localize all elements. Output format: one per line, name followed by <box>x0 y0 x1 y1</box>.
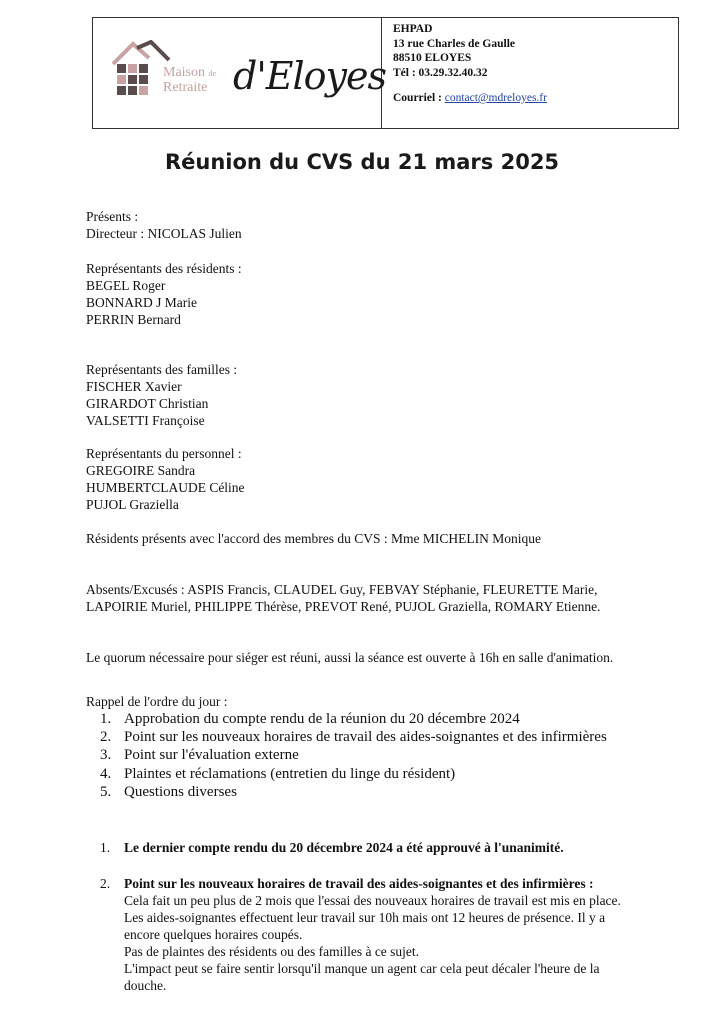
agenda-item-text: Point sur l'évaluation externe <box>124 747 299 764</box>
staff-label: Représentants du personnel : <box>86 446 242 461</box>
agenda-item-number: 5. <box>100 783 112 800</box>
address-block <box>393 22 673 80</box>
section-2-heading <box>100 876 621 892</box>
resident-name: PERRIN Bernard <box>86 312 181 327</box>
logo-line1: Maison <box>163 65 205 80</box>
family-name: GIRARDOT Christian <box>86 396 209 411</box>
paragraph-line: Cela fait un peu plus de 2 mois que l'essai des nouveaux horaires de travail est mis en place. <box>124 893 621 908</box>
agenda-item <box>100 710 607 728</box>
residents-block <box>86 260 242 328</box>
agenda-label <box>86 693 228 710</box>
quorum-line <box>86 649 613 666</box>
email-label: Courriel : <box>393 92 442 104</box>
presents-block <box>86 208 242 242</box>
staff-name: PUJOL Graziella <box>86 497 179 512</box>
presents-label: Présents : <box>86 209 139 224</box>
section-number: 2. <box>100 876 111 891</box>
logo-line1-small: de <box>208 69 217 78</box>
families-block <box>86 361 237 429</box>
director-line: Directeur : NICOLAS Julien <box>86 226 242 241</box>
paragraph-line: Pas de plaintes des résidents ou des familles à ce sujet. <box>124 944 420 959</box>
absents-line: Absents/Excusés : ASPIS Francis, CLAUDEL Guy, FEBVAY Stéphanie, FLEURETTE Marie, <box>86 582 598 597</box>
guests-line <box>86 530 541 547</box>
staff-name: GREGOIRE Sandra <box>86 463 196 478</box>
agenda-item-number: 2. <box>100 729 112 746</box>
logo <box>107 38 386 118</box>
resident-name: BEGEL Roger <box>86 278 166 293</box>
agenda-item-number: 3. <box>100 747 112 764</box>
residents-label: Représentants des résidents : <box>86 261 242 276</box>
staff-block <box>86 445 245 513</box>
paragraph-line: encore quelques horaires coupés. <box>124 927 303 942</box>
agenda-item-text: Point sur les nouveaux horaires de travail des aides-soignantes et des infirmières <box>124 729 607 746</box>
logo-text <box>163 66 216 95</box>
agenda-item <box>100 746 607 764</box>
section-heading-text: Le dernier compte rendu du 20 décembre 2024 a été approuvé à l'unanimité. <box>124 840 564 855</box>
absents-line: LAPOIRIE Muriel, PHILIPPE Thérèse, PREVOT René, PUJOL Graziella, ROMARY Etienne. <box>86 599 601 614</box>
address-line: EHPAD <box>393 23 433 35</box>
agenda-label-text: Rappel de l'ordre du jour : <box>86 694 228 709</box>
agenda-item <box>100 765 607 783</box>
paragraph-line: L'impact peut se faire sentir lorsqu'il manque un agent car cela peut décaler l'heure de la <box>124 961 600 976</box>
families-label: Représentants des familles : <box>86 362 238 377</box>
paragraph-line: Les aides-soignantes effectuent leur travail sur 10h mais ont 12 heures de présence. Il y a <box>124 910 606 925</box>
section-2-body <box>100 892 621 994</box>
section-1-heading <box>100 840 564 856</box>
paragraph-line: douche. <box>124 978 167 993</box>
logo-window-grid-icon <box>117 64 159 98</box>
page-title: Réunion du CVS du 21 mars 2025 <box>164 150 560 174</box>
absents-block <box>86 581 600 615</box>
agenda-item <box>100 783 607 801</box>
section-heading-text: Point sur les nouveaux horaires de travail des aides-soignantes et des infirmières : <box>124 876 594 891</box>
house-roof-icon <box>111 40 171 66</box>
logo-script: d'Eloyes <box>233 54 386 98</box>
agenda-item-number: 4. <box>100 765 112 782</box>
section-1 <box>100 840 564 856</box>
staff-name: HUMBERTCLAUDE Céline <box>86 480 245 495</box>
agenda-item-text: Questions diverses <box>124 783 237 800</box>
address-line: 13 rue Charles de Gaulle <box>393 37 516 50</box>
agenda-item-number: 1. <box>100 711 112 727</box>
phone-line: Tél : 03.29.32.40.32 <box>393 66 488 79</box>
agenda-item-text: Plaintes et réclamations (entretien du linge du résident) <box>124 765 456 782</box>
agenda-item <box>100 728 607 746</box>
address-line: 88510 ELOYES <box>393 52 472 64</box>
family-name: VALSETTI Françoise <box>86 413 205 428</box>
section-2 <box>100 876 621 994</box>
letterhead <box>92 17 679 129</box>
quorum-text: Le quorum nécessaire pour siéger est réuni, aussi la séance est ouverte à 16h en salle d'animation. <box>86 650 614 665</box>
section-number: 1. <box>100 840 111 855</box>
family-name: FISCHER Xavier <box>86 379 182 394</box>
resident-name: BONNARD J Marie <box>86 295 197 310</box>
email-link[interactable]: contact@mdreloyes.fr <box>444 92 547 104</box>
agenda-item-text: Approbation du compte rendu de la réunion du 20 décembre 2024 <box>124 711 520 727</box>
email-line <box>393 92 547 104</box>
guests-text: Résidents présents avec l'accord des membres du CVS : Mme MICHELIN Monique <box>86 531 541 546</box>
logo-line2: Retraite <box>163 80 208 95</box>
agenda-list <box>100 710 607 801</box>
